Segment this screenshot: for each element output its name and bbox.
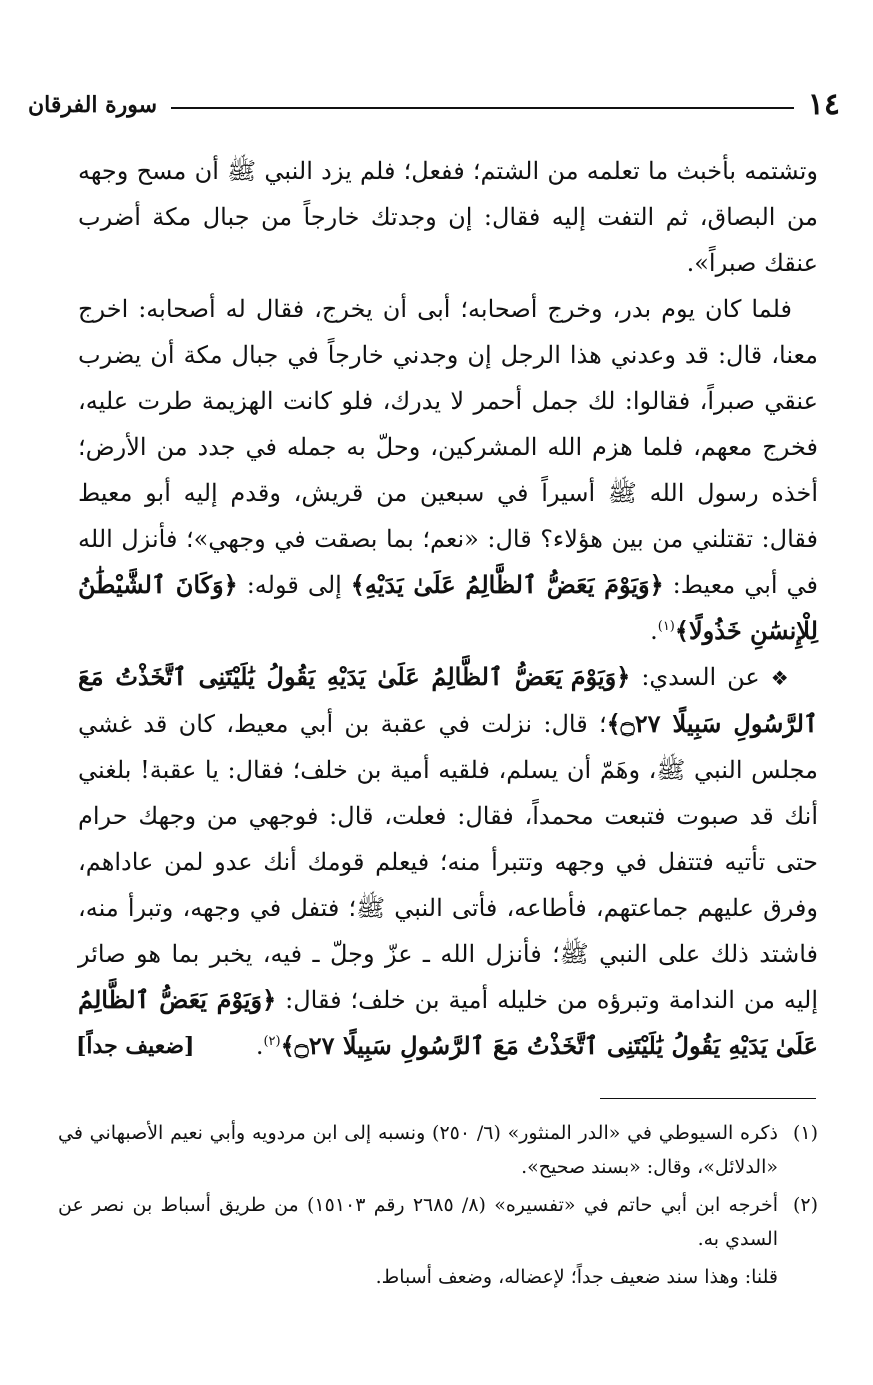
footnote-number: (٢): [792, 1194, 818, 1216]
footnote-marker: (١): [657, 619, 675, 634]
quran-verse: ﴿وَيَوْمَ يَعَضُّ ٱلظَّالِمُ عَلَىٰ يَدَيْهِ﴾: [350, 570, 664, 599]
paragraph-2-text-b: إلى قوله:: [246, 571, 342, 599]
paragraph-2-text-a: فلما كان يوم بدر، وخرج أصحابه؛ أبى أن يخرج، فقال له أصحابه: اخرج معنا، قال: قد وعدني هذا الرجل إن وجدني خارجاً في جبال مكة أن يضرب عنقي صبراً، فقالوا: لك جمل أحمر لا يدرك، فلو كانت الهزيمة طرت عليه، فخرج معهم، فلما هزم الله المشركين، وحلّ به جمله في جدد من الأرض؛ أخذه رسول الله ﷺ أسيراً في سبعين من قريش، وقدم إليه أبو معيط فقال: تقتلني من بين هؤلاء؟ قال: «نعم؛ بما بصقت في وجهي»؛ فأنزل الله في أبي معيط:: [78, 295, 818, 599]
footnote-text: أخرجه ابن أبي حاتم في «تفسيره» (٨/ ٢٦٨٥ رقم ١٥١٠٣) من طريق أسباط بن نصر عن السدي به.: [58, 1194, 778, 1250]
footnote-item: [58, 1188, 818, 1256]
paragraph-2: فلما كان يوم بدر، وخرج أصحابه؛ أبى أن يخرج، فقال له أصحابه: اخرج معنا، قال: قد وعدني هذا الرجل إن وجدني خارجاً في جبال مكة أن يضرب عنقي صبراً، فقالوا: لك جمل أحمر لا يدرك، فلو كانت الهزيمة طرت عليه، فخرج معهم، فلما هزم الله المشركين، وحلّ به جمله في جدد من الأرض؛ أخذه رسول الله ﷺ أسيراً في سبعين من قريش، وقدم إليه أبو معيط فقال: تقتلني من بين هؤلاء؟ قال: «نعم؛ بما بصقت في وجهي»؛ فأنزل الله في أبي معيط: ﴿وَيَوْمَ يَعَضُّ ٱلظَّالِمُ عَلَىٰ يَدَيْهِ﴾ إلى قوله: ﴿وَكَانَ ٱلشَّيْطَٰنُ لِلْإِنسَٰنِ خَذُولًا﴾$^{(١)}$.: [78, 295, 818, 645]
footnote-text: ذكره السيوطي في «الدر المنثور» (٦/ ٢٥٠) ونسبه إلى ابن مردويه وأبي نعيم الأصبهاني في «الدلائل»، وقال: «بسند صحيح».: [58, 1122, 778, 1178]
footnote-number: (١): [792, 1122, 818, 1144]
paragraph-1: وتشتمه بأخبث ما تعلمه من الشتم؛ ففعل؛ فلم يزد النبي ﷺ أن مسح وجهه من البصاق، ثم التفت إليه فقال: إن وجدتك خارجاً من جبال مكة أضرب عنقك صبراً».: [78, 157, 819, 277]
paragraph-3: [78, 654, 818, 1069]
footnote-comment: قلنا: وهذا سند ضعيف جداً؛ لإعضاله، وضعف أسباط.: [375, 1266, 778, 1288]
section-star-icon: ❖: [770, 666, 792, 690]
quran-verse: ﴿وَيَوْمَ يَعَضُّ ٱلظَّالِمُ عَلَىٰ يَدَيْهِ يَقُولُ يَٰلَيْتَنِى ٱتَّخَذْتُ مَعَ ٱلرَّسُولِ سَبِيلًا ۝٢٧﴾: [78, 985, 818, 1060]
main-text: [78, 148, 818, 1069]
page-number: ١٤: [807, 87, 840, 122]
footnote-item: [58, 1116, 818, 1184]
footnote-divider: [600, 1098, 816, 1099]
page-header: [28, 82, 840, 128]
quran-verse: ﴿وَيَوْمَ يَعَضُّ ٱلظَّالِمُ عَلَىٰ يَدَيْهِ يَقُولُ يَٰلَيْتَنِى ٱتَّخَذْتُ مَعَ ٱلرَّسُولِ سَبِيلًا ۝٢٧﴾: [78, 662, 818, 738]
paragraph-3-text-b: ؛ قال: نزلت في عقبة بن أبي معيط، كان قد غشي مجلس النبي ﷺ، وهَمّ أن يسلم، فلقيه أمية بن خلف؛ فقال: يا عقبة! بلغني أنك قد صبوت فتبعت محمداً، فقال: فعلت، قال: فوجهي من وجهك حرام حتى تأتيه فتتفل في وجهه وتتبرأ منه؛ فيعلم قومك أنك عدو لمن عاداهم، وفرق عليهم جماعتهم، فأطاعه، فأتى النبي ﷺ؛ فتفل في وجهه، وتبرأ منه، فاشتد ذلك على النبي ﷺ؛ فأنزل الله ـ عزّ وجلّ ـ فيه، يخبر بما هو صائر إليه من الندامة وتبرؤه من خليله أمية بن خلف؛ فقال:: [78, 710, 818, 1014]
hadith-grade: [ضعيف جداً]: [76, 1033, 195, 1059]
quran-verse: ﴿وَكَانَ ٱلشَّيْطَٰنُ لِلْإِنسَٰنِ خَذُولًا﴾: [78, 570, 818, 645]
footnotes: [58, 1116, 818, 1294]
footnote-marker: (٢): [263, 1034, 281, 1049]
header-rule: [171, 107, 794, 109]
paragraph-3-text-a: عن السدي:: [641, 663, 760, 691]
surah-title: سورة الفرقان: [28, 92, 158, 118]
paragraph-3-end: .: [255, 1032, 264, 1060]
